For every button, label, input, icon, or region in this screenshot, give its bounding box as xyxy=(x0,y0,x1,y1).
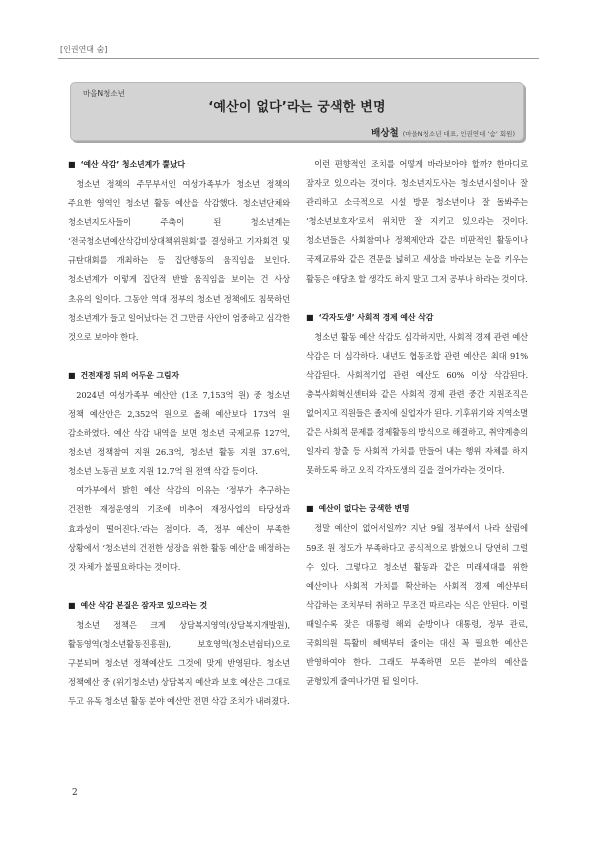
body-paragraph: 여가부에서 밝힌 예산 삭감의 이유는 ‘정부가 추구하는 건전한 재정운영의 기조에 비추어 재정사업의 타당성과 효과성이 떨어진다.’라는 점이다. 즉, 정부 예산이 부족한 상황에서 ‘청소년의 건전한 성장을 위한 활동 예산’을 배정하는 것 자체가 불필요하다는 것이다. xyxy=(68,485,290,572)
body-paragraph: 이런 편향적인 조치를 어떻게 바라보아야 할까? 한마디로 잠자코 있으라는 것이다. 청소년지도사는 청소년시설이나 잘 관리하고 소극적으로 시설 방문 청소년이나 잘 돌봐주는 ‘청소년보호자’로서 위치만 잘 지키고 있으라는 것이다. 청소년들은 사회참여나 정책제안과 같은 비판적인 활동이나 국제교류와 같은 견문을 넓히고 세상을 바라보는 눈을 키우는 활동은 애당초 할 생각도 하지 말고 그저 공부나 하라는 것이다. xyxy=(306,159,528,284)
square-bullet-icon: ■ xyxy=(306,312,314,322)
section-heading: ■ ‘각자도생’ 사회적 경제 예산 삭감 xyxy=(306,312,434,322)
body-paragraph: 청소년 활동 예산 삭감도 심각하지만, 사회적 경제 관련 예산 삭감은 더 심각하다. 내년도 협동조합 관련 예산은 최대 91% 삭감된다. 사회적기업 관련 예산도 60% 이상 삭감된다. 충북사회혁신센터와 같은 사회적 경제 관련 중간 지원조직은 없어지고 직원들은 졸지에 실업자가 된다. 기후위기와 지역소멸 같은 사회적 문제를 경제활동의 방식으로 해결하고, 취약계층의 일자리 창출 등 사회적 가치를 만들어 내는 행위 자체를 하지 못하도록 하고 오직 각자도생의 길을 걸어가라는 것이다. xyxy=(306,331,528,476)
author-affiliation: (마을N청소년 대표, 인권연대 ‘숨’ 회원) xyxy=(402,130,515,138)
body-paragraph: 2024년 여성가족부 예산안 (1조 7,153억 원) 중 청소년 정책 예산안은 2,352억 원으로 올해 예산보다 173억 원 감소하였다. 예산 삭감 내역을 보면 청소년 국제교류 127억, 청소년 정책참여 지원 26.3억, 청소년 활동 지원 37.6억, 청소년 노동권 보호 지원 12.7억 원 전액 삭감 등이다. xyxy=(68,389,290,477)
right-column xyxy=(306,155,528,691)
square-bullet-icon: ■ xyxy=(68,600,76,610)
section-heading: ■ ‘예산 삭감’ 청소년계가 뿔났다 xyxy=(68,160,186,169)
column-kicker: 마을N청소년 xyxy=(83,89,125,98)
author-name: 배상철 xyxy=(371,128,399,139)
section-heading: ■ 예산이 없다는 궁색한 변명 xyxy=(306,504,410,514)
running-head: [인권연대 숨] xyxy=(60,45,108,54)
square-bullet-icon: ■ xyxy=(306,504,314,514)
body-paragraph: 청소년 정책은 크게 상담복지영역(상담복지개발원), 활동영역(청소년활동진흥원), 보호영역(청소년쉼터)으로 구분되며 청소년 정책예산도 그것에 맞게 반영된다. 청소년 정책예산 중 (위기청소년) 상담복지 예산과 보호 예산은 그대로 두고 유독 청소년 활동 분야 예산만 전면 삭감 조치가 내려졌다. xyxy=(68,619,290,707)
left-column xyxy=(68,155,290,711)
section-heading: ■ 예산 삭감 본질은 잠자코 있으라는 것 xyxy=(68,600,208,610)
body-paragraph: 정말 예산이 없어서일까? 지난 9월 정부에서 나라 살림에 59조 원 정도가 부족하다고 공식적으로 밝혔으니 당연히 그럴 수 있다. 그렇다고 청소년 활동과 같은 미래세대를 위한 예산이나 사회적 가치를 확산하는 사회적 경제 예산부터 삭감하는 조치부터 취하고 무조건 따르라는 식은 안된다. 이럴 때일수록 잦은 대통령 해외 순방이나 대통령, 정부 관료, 국회의원 특활비 혜택부터 줄이는 대신 꼭 필요한 예산은 반영하여야 한다. 그래도 부족하면 모든 분야의 예산을 균형있게 줄여나가면 될 일이다. xyxy=(306,523,528,687)
body-paragraph: 청소년 정책의 주무부서인 여성가족부가 청소년 정책의 주요한 영역인 청소년 활동 예산을 삭감했다. 청소년단체와 청소년지도사들이 주축이 된 청소년계는 ‘전국청소년예산삭감비상대책위원회’를 결성하고 기자회견 및 규탄대회를 개최하는 등 집단행동의 움직임을 보인다. 청소년계가 이렇게 집단적 반발 움직임을 보이는 건 사상 초유의 일이다. 그동안 역대 정부의 청소년 정책에도 침묵하던 청소년계가 들고 일어났다는 건 그만큼 사안이 엄중하고 심각한 것으로 보아야 한다. xyxy=(68,179,290,342)
title-box xyxy=(70,82,524,141)
article-title: ‘예산이 없다’라는 궁색한 변명 xyxy=(208,100,386,115)
square-bullet-icon: ■ xyxy=(68,160,76,169)
square-bullet-icon: ■ xyxy=(68,370,76,380)
page-number: 2 xyxy=(72,788,78,798)
header-divider xyxy=(58,58,539,59)
section-heading: ■ 건전재정 뒤의 어두운 그림자 xyxy=(68,370,180,380)
byline xyxy=(371,121,515,140)
